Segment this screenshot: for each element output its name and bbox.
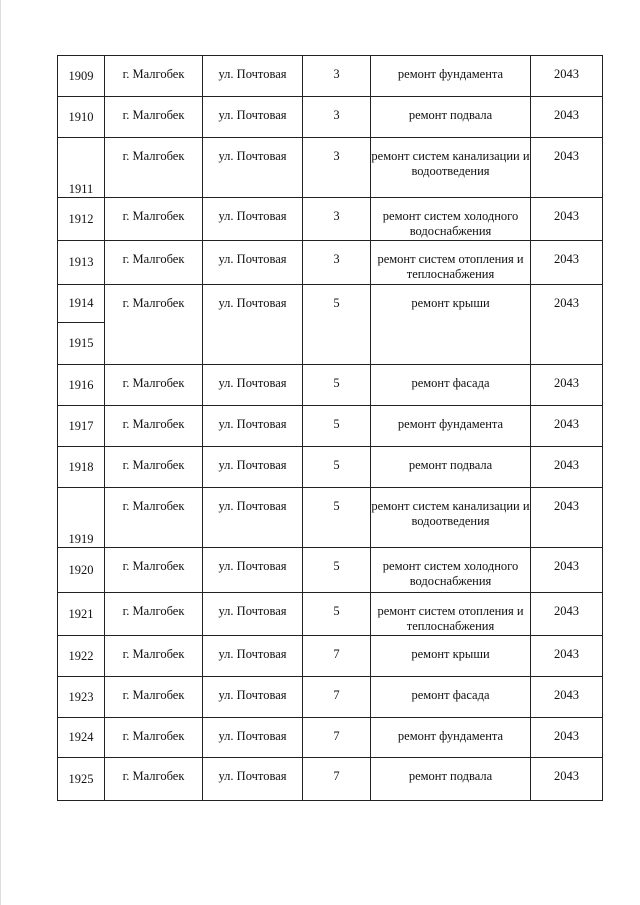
- house-cell: 5: [303, 406, 371, 447]
- work-type-cell: ремонт подвала: [371, 758, 531, 801]
- city-cell: г. Малгобек: [105, 488, 203, 548]
- street-cell: ул. Почтовая: [203, 365, 303, 406]
- year-cell: 2043: [531, 593, 603, 636]
- house-cell: 3: [303, 56, 371, 97]
- work-type-cell: ремонт фундамента: [371, 56, 531, 97]
- row-number: 1916: [58, 365, 105, 406]
- street-cell: ул. Почтовая: [203, 406, 303, 447]
- year-cell: 2043: [531, 138, 603, 198]
- table-row: [58, 241, 603, 285]
- street-cell: ул. Почтовая: [203, 56, 303, 97]
- year-cell: 2043: [531, 285, 603, 365]
- work-type-cell: ремонт фундамента: [371, 406, 531, 447]
- year-cell: 2043: [531, 488, 603, 548]
- table-row: [58, 593, 603, 636]
- street-cell: ул. Почтовая: [203, 138, 303, 198]
- scan-edge: [0, 0, 1, 905]
- house-cell: 7: [303, 758, 371, 801]
- table-row: [58, 718, 603, 758]
- table-row: [58, 138, 603, 198]
- city-cell: г. Малгобек: [105, 138, 203, 198]
- work-type-cell: ремонт крыши: [371, 636, 531, 677]
- table-row: [58, 758, 603, 801]
- street-cell: ул. Почтовая: [203, 285, 303, 365]
- row-number: 1923: [58, 677, 105, 718]
- house-cell: 5: [303, 548, 371, 593]
- street-cell: ул. Почтовая: [203, 198, 303, 241]
- row-number: 1924: [58, 718, 105, 758]
- work-type-cell: ремонт систем канализации и водоотведения: [371, 488, 531, 548]
- house-cell: 3: [303, 97, 371, 138]
- street-cell: ул. Почтовая: [203, 241, 303, 285]
- city-cell: г. Малгобек: [105, 241, 203, 285]
- table-row: [58, 285, 603, 323]
- house-cell: 3: [303, 241, 371, 285]
- table-row: [58, 447, 603, 488]
- house-cell: 5: [303, 285, 371, 365]
- row-number: 1910: [58, 97, 105, 138]
- table-row: [58, 548, 603, 593]
- year-cell: 2043: [531, 677, 603, 718]
- row-number: 1911: [58, 138, 105, 198]
- city-cell: г. Малгобек: [105, 593, 203, 636]
- row-number: 1912: [58, 198, 105, 241]
- row-number: 1922: [58, 636, 105, 677]
- year-cell: 2043: [531, 718, 603, 758]
- work-type-cell: ремонт фасада: [371, 677, 531, 718]
- row-number: 1914: [58, 285, 105, 323]
- year-cell: 2043: [531, 406, 603, 447]
- street-cell: ул. Почтовая: [203, 677, 303, 718]
- work-type-cell: ремонт систем холодного водоснабжения: [371, 198, 531, 241]
- row-number: 1909: [58, 56, 105, 97]
- house-cell: 5: [303, 488, 371, 548]
- city-cell: г. Малгобек: [105, 548, 203, 593]
- city-cell: г. Малгобек: [105, 636, 203, 677]
- year-cell: 2043: [531, 241, 603, 285]
- row-number: 1921: [58, 593, 105, 636]
- city-cell: г. Малгобек: [105, 198, 203, 241]
- year-cell: 2043: [531, 365, 603, 406]
- city-cell: г. Малгобек: [105, 285, 203, 365]
- city-cell: г. Малгобек: [105, 718, 203, 758]
- work-type-cell: ремонт систем канализации и водоотведения: [371, 138, 531, 198]
- year-cell: 2043: [531, 97, 603, 138]
- year-cell: 2043: [531, 56, 603, 97]
- table-row: [58, 56, 603, 97]
- row-number: 1920: [58, 548, 105, 593]
- city-cell: г. Малгобек: [105, 406, 203, 447]
- row-number: 1917: [58, 406, 105, 447]
- row-number: 1925: [58, 758, 105, 801]
- table-row: [58, 406, 603, 447]
- house-cell: 5: [303, 447, 371, 488]
- city-cell: г. Малгобек: [105, 56, 203, 97]
- work-type-cell: ремонт систем отопления и теплоснабжения: [371, 241, 531, 285]
- street-cell: ул. Почтовая: [203, 758, 303, 801]
- street-cell: ул. Почтовая: [203, 593, 303, 636]
- street-cell: ул. Почтовая: [203, 718, 303, 758]
- table-row: [58, 636, 603, 677]
- row-number: 1915: [58, 323, 105, 365]
- year-cell: 2043: [531, 758, 603, 801]
- work-type-cell: ремонт крыши: [371, 285, 531, 365]
- table-row: [58, 365, 603, 406]
- city-cell: г. Малгобек: [105, 97, 203, 138]
- street-cell: ул. Почтовая: [203, 636, 303, 677]
- house-cell: 5: [303, 365, 371, 406]
- work-type-cell: ремонт фундамента: [371, 718, 531, 758]
- work-type-cell: ремонт фасада: [371, 365, 531, 406]
- street-cell: ул. Почтовая: [203, 548, 303, 593]
- street-cell: ул. Почтовая: [203, 488, 303, 548]
- row-number: 1919: [58, 488, 105, 548]
- year-cell: 2043: [531, 447, 603, 488]
- row-number: 1918: [58, 447, 105, 488]
- city-cell: г. Малгобек: [105, 677, 203, 718]
- house-cell: 3: [303, 198, 371, 241]
- house-cell: 7: [303, 718, 371, 758]
- street-cell: ул. Почтовая: [203, 97, 303, 138]
- year-cell: 2043: [531, 548, 603, 593]
- house-cell: 7: [303, 677, 371, 718]
- city-cell: г. Малгобек: [105, 447, 203, 488]
- table-row: [58, 97, 603, 138]
- city-cell: г. Малгобек: [105, 365, 203, 406]
- year-cell: 2043: [531, 636, 603, 677]
- street-cell: ул. Почтовая: [203, 447, 303, 488]
- year-cell: 2043: [531, 198, 603, 241]
- house-cell: 7: [303, 636, 371, 677]
- work-type-cell: ремонт систем холодного водоснабжения: [371, 548, 531, 593]
- table-row: [58, 677, 603, 718]
- table-row: [58, 198, 603, 241]
- work-type-cell: ремонт подвала: [371, 447, 531, 488]
- city-cell: г. Малгобек: [105, 758, 203, 801]
- work-type-cell: ремонт систем отопления и теплоснабжения: [371, 593, 531, 636]
- table-row: [58, 488, 603, 548]
- house-cell: 3: [303, 138, 371, 198]
- house-cell: 5: [303, 593, 371, 636]
- repair-schedule-table: [57, 55, 603, 801]
- work-type-cell: ремонт подвала: [371, 97, 531, 138]
- row-number: 1913: [58, 241, 105, 285]
